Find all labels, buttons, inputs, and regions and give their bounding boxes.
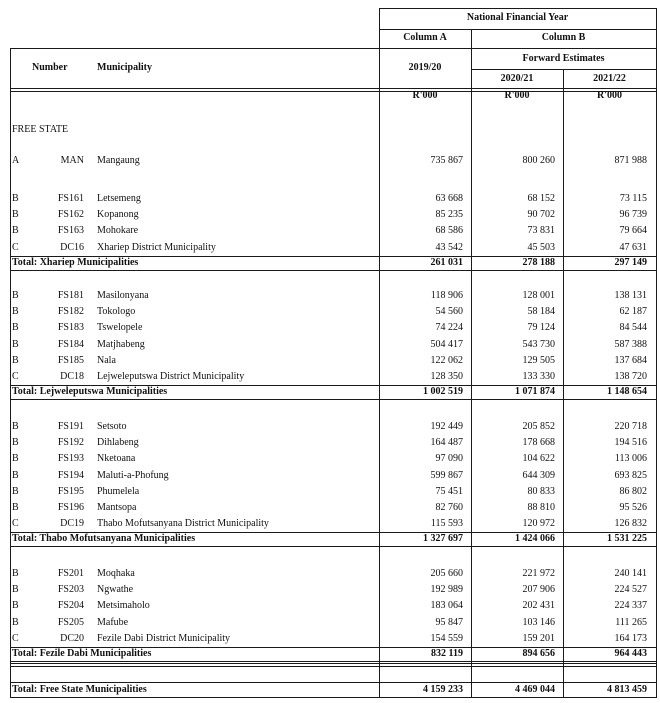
left-border (10, 48, 11, 698)
group-total-2020: 278 188 (522, 256, 555, 268)
grand-total-2019: 4 159 233 (423, 684, 463, 695)
value-2021: 79 664 (619, 225, 647, 237)
municipality-name: Nketoana (97, 453, 136, 465)
municipality-code: FS195 (57, 485, 84, 497)
year-2019-heading: 2019/20 (408, 62, 442, 73)
rule-line (10, 48, 379, 49)
value-2020: 128 001 (522, 290, 555, 301)
rule-line (10, 663, 656, 664)
column-a-border (379, 8, 380, 698)
category-cell: B (12, 209, 19, 221)
column-b1-border (471, 29, 472, 698)
value-2021: 194 516 (614, 437, 647, 449)
category-cell: B (12, 193, 19, 204)
value-2021: 137 684 (614, 354, 647, 366)
rule-line (379, 8, 656, 9)
value-2020: 159 201 (522, 632, 555, 644)
municipality-code: FS183 (57, 322, 84, 334)
group-total-2021: 1 148 654 (607, 386, 647, 398)
group-total-label: Total: Thabo Mofutsanyana Municipalities (12, 533, 196, 545)
group-total-label: Total: Xhariep Municipalities (12, 256, 139, 268)
category-cell: B (12, 306, 19, 318)
column-b-heading: Column B (541, 32, 586, 43)
value-2020: 90 702 (527, 209, 555, 221)
value-2019: 504 417 (430, 338, 463, 350)
municipality-name: Matjhabeng (97, 338, 145, 350)
value-2019: 68 586 (435, 225, 463, 237)
municipality-code: FS185 (57, 354, 84, 366)
group-total-label: Total: Fezile Dabi Municipalities (12, 648, 152, 659)
value-2019: 43 542 (435, 241, 463, 253)
value-2021: 138 720 (614, 371, 647, 382)
municipality-name: Mafube (97, 616, 129, 628)
rule-line (379, 48, 656, 49)
category-cell: B (12, 322, 19, 334)
category-cell: B (12, 354, 19, 366)
municipality-name: Moqhaka (97, 568, 135, 579)
value-2021: 224 337 (614, 600, 647, 612)
column-b2-border (563, 69, 564, 698)
value-2019: 183 064 (430, 600, 463, 612)
grand-total-2020: 4 469 044 (515, 684, 555, 695)
value-2021: 47 631 (619, 241, 647, 253)
value-2019: 205 660 (430, 568, 463, 579)
municipality-code: FS205 (57, 616, 84, 628)
value-2021: 96 739 (619, 209, 647, 221)
value-2021: 220 718 (614, 421, 647, 432)
year-2020-heading: 2020/21 (500, 73, 534, 84)
value-2020: 202 431 (522, 600, 555, 612)
national-financial-year-heading: National Financial Year (466, 12, 569, 23)
group-total-2020: 1 424 066 (515, 533, 555, 545)
municipality-code: FS182 (57, 306, 84, 318)
municipality-name: Thabo Mofutsanyana District Municipality (97, 518, 269, 530)
rule-line (10, 399, 656, 400)
rule-line (379, 29, 656, 30)
municipality-code: FS163 (57, 225, 84, 237)
municipality-name: Phumelela (97, 485, 140, 497)
category-cell: B (12, 600, 19, 612)
value-2020: 644 309 (522, 469, 555, 481)
category-cell: B (12, 421, 19, 432)
municipality-name: Mangaung (97, 155, 140, 166)
municipality-name: Fezile Dabi District Municipality (97, 632, 231, 644)
category-cell: C (12, 518, 19, 530)
municipality-code: DC19 (60, 518, 84, 530)
municipality-heading: Municipality (97, 62, 153, 73)
group-total-2021: 964 443 (614, 648, 647, 659)
value-2020: 45 503 (527, 241, 555, 253)
group-total-2019: 1 002 519 (423, 386, 463, 398)
rule-line (10, 661, 656, 662)
municipality-code: FS161 (57, 193, 84, 204)
value-2021: 113 006 (614, 453, 647, 465)
value-2021: 693 825 (614, 469, 647, 481)
value-2019: 599 867 (430, 469, 463, 481)
value-2021: 871 988 (614, 155, 647, 166)
value-2021: 240 141 (614, 568, 647, 579)
province-heading: FREE STATE (12, 124, 69, 135)
value-2020: 543 730 (522, 338, 555, 350)
value-2019: 192 449 (430, 421, 463, 432)
municipality-name: Masilonyana (97, 290, 149, 301)
value-2021: 164 173 (614, 632, 647, 644)
category-cell: B (12, 225, 19, 237)
value-2020: 221 972 (522, 568, 555, 579)
grand-total-label: Total: Free State Municipalities (12, 684, 147, 695)
value-2019: 75 451 (435, 485, 463, 497)
municipality-name: Kopanong (97, 209, 139, 221)
municipality-code: DC18 (60, 371, 84, 382)
value-2021: 84 544 (619, 322, 647, 334)
value-2019: 82 760 (435, 502, 463, 513)
number-heading: Number (32, 62, 68, 73)
value-2020: 79 124 (527, 322, 555, 334)
value-2021: 111 265 (615, 616, 647, 628)
municipality-code: MAN (60, 155, 84, 166)
value-2020: 80 833 (527, 485, 555, 497)
category-cell: B (12, 437, 19, 449)
value-2019: 735 867 (430, 155, 463, 166)
group-total-2021: 1 531 225 (607, 533, 647, 545)
rule-line (10, 88, 656, 89)
rule-line (10, 666, 656, 667)
category-cell: B (12, 616, 19, 628)
municipality-code: FS196 (57, 502, 84, 513)
group-total-2019: 832 119 (431, 648, 463, 659)
municipality-name: Mantsopa (97, 502, 137, 513)
municipality-name: Letsemeng (97, 193, 141, 204)
value-2020: 68 152 (527, 193, 555, 204)
value-2019: 118 906 (430, 290, 463, 301)
municipality-code: FS181 (57, 290, 84, 301)
municipality-code: DC16 (60, 241, 84, 253)
value-2021: 73 115 (619, 193, 647, 204)
value-2019: 164 487 (430, 437, 463, 449)
value-2021: 126 832 (614, 518, 647, 530)
value-2020: 103 146 (522, 616, 555, 628)
municipality-code: FS201 (57, 568, 84, 579)
value-2021: 224 527 (614, 584, 647, 596)
municipality-name: Dihlabeng (97, 437, 139, 449)
municipality-code: FS191 (57, 421, 84, 432)
municipality-name: Maluti-a-Phofung (97, 469, 169, 481)
rule-line (10, 270, 656, 271)
group-total-2020: 894 656 (522, 648, 555, 659)
municipality-name: Xhariep District Municipality (97, 241, 216, 253)
category-cell: B (12, 290, 19, 301)
group-total-2019: 261 031 (430, 256, 463, 268)
category-cell: B (12, 338, 19, 350)
value-2021: 95 526 (619, 502, 647, 513)
municipality-code: FS184 (57, 338, 84, 350)
municipality-code: FS193 (57, 453, 84, 465)
unit-label-a: R'000 (412, 90, 438, 101)
category-cell: B (12, 584, 19, 596)
municipality-name: Setsoto (97, 421, 127, 432)
rule-line (10, 697, 656, 698)
category-cell: B (12, 485, 19, 497)
value-2020: 129 505 (522, 354, 555, 366)
value-2020: 88 810 (527, 502, 555, 513)
value-2019: 122 062 (430, 354, 463, 366)
group-total-2020: 1 071 874 (515, 386, 555, 398)
municipality-name: Tokologo (97, 306, 136, 318)
municipality-name: Ngwathe (97, 584, 134, 596)
value-2019: 128 350 (430, 371, 463, 382)
forward-estimates-heading: Forward Estimates (522, 53, 605, 64)
grand-total-2021: 4 813 459 (607, 684, 647, 695)
value-2019: 54 560 (435, 306, 463, 318)
value-2020: 133 330 (522, 371, 555, 382)
value-2019: 115 593 (430, 518, 463, 530)
value-2020: 800 260 (522, 155, 555, 166)
value-2019: 95 847 (435, 616, 463, 628)
right-border (656, 8, 657, 698)
value-2019: 97 090 (435, 453, 463, 465)
value-2020: 58 184 (527, 306, 555, 318)
municipality-name: Lejweleputswa District Municipality (97, 371, 245, 382)
year-2021-heading: 2021/22 (593, 73, 626, 84)
category-cell: B (12, 469, 19, 481)
value-2021: 62 187 (619, 306, 647, 318)
municipality-code: FS204 (57, 600, 84, 612)
group-total-2021: 297 149 (614, 256, 647, 268)
value-2020: 207 906 (522, 584, 555, 596)
municipality-code: FS194 (57, 469, 84, 481)
unit-label-b1: R'000 (504, 90, 530, 101)
category-cell: B (12, 453, 19, 465)
value-2019: 63 668 (435, 193, 463, 204)
municipality-code: FS162 (57, 209, 84, 221)
unit-label-b2: R'000 (597, 90, 622, 101)
municipality-name: Tswelopele (97, 322, 143, 334)
municipality-code: FS192 (57, 437, 84, 449)
value-2021: 587 388 (614, 338, 647, 350)
value-2019: 154 559 (430, 632, 463, 644)
municipality-code: DC20 (60, 632, 84, 644)
value-2019: 192 989 (430, 584, 463, 596)
rule-line (10, 546, 656, 547)
value-2020: 120 972 (522, 518, 555, 530)
column-a-heading: Column A (403, 32, 447, 43)
value-2020: 205 852 (522, 421, 555, 432)
value-2021: 86 802 (619, 485, 647, 497)
category-cell: B (12, 502, 19, 513)
municipality-code: FS203 (57, 584, 84, 596)
value-2020: 73 831 (527, 225, 555, 237)
value-2020: 178 668 (522, 437, 555, 449)
value-2019: 74 224 (435, 322, 463, 334)
rule-line (10, 682, 656, 683)
value-2021: 138 131 (614, 290, 647, 301)
municipality-name: Mohokare (97, 225, 139, 237)
category-cell: C (12, 371, 19, 382)
group-total-2019: 1 327 697 (423, 533, 463, 545)
category-cell: C (12, 241, 19, 253)
group-total-label: Total: Lejweleputswa Municipalities (12, 386, 168, 398)
category-cell: C (12, 632, 19, 644)
category-cell: A (12, 155, 20, 166)
value-2019: 85 235 (435, 209, 463, 221)
municipality-name: Nala (97, 354, 116, 366)
value-2020: 104 622 (522, 453, 555, 465)
municipality-name: Metsimaholo (97, 600, 150, 612)
category-cell: B (12, 568, 19, 579)
